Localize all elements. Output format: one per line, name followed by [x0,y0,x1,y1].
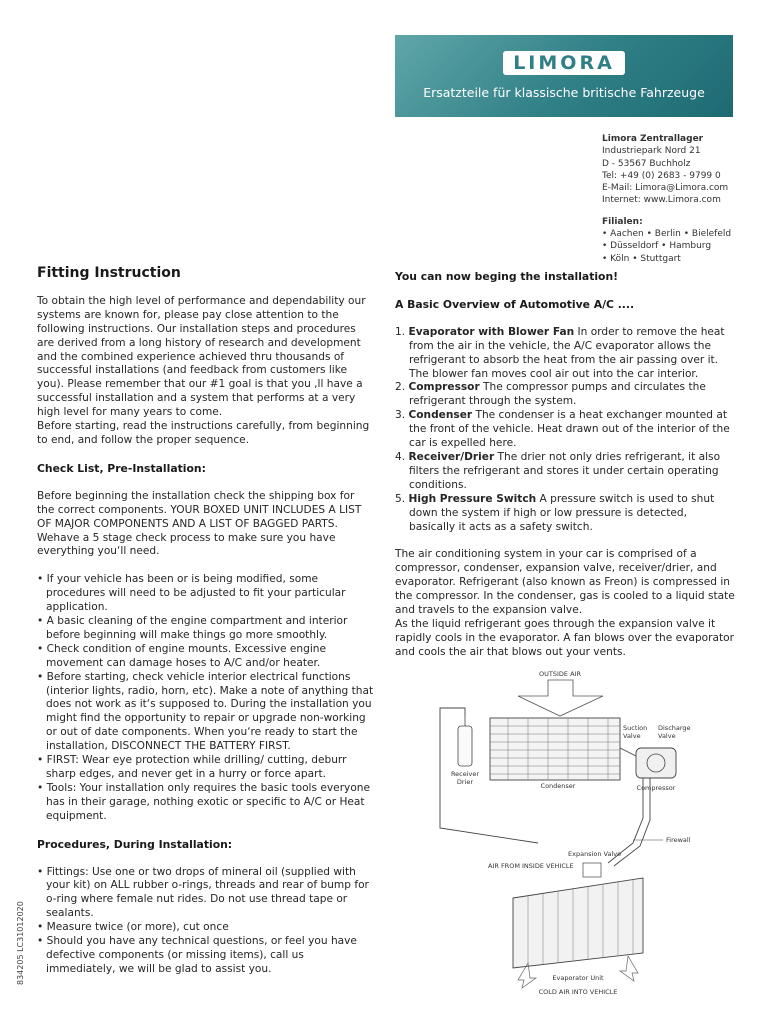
limora-logo [503,51,625,75]
checklist-item: • Tools: Your installation only requires the basic tools everyone has in their garage, nothing exotic or specific to A/C or Heat equipment. [37,781,371,822]
outside-air-arrow [518,680,603,716]
condenser-label: Condenser [540,782,576,790]
city: D - 53567 Buchholz [602,158,691,169]
overview-step [395,326,735,382]
procedure-item: • Fittings: Use one or two drops of mineral oil (supplied with your kit) on ALL rubber o-rings, threads and rear of bump for o-ring where female nut rides. Do not use thread tape or sealants. [37,865,369,920]
branches-line: • Köln • Stuttgart [602,253,681,264]
evaporator-unit [513,863,643,968]
email: E-Mail: Limora@Limora.com [602,183,729,194]
page-title: Fitting Instruction [37,265,181,281]
step-name: Condenser [408,409,473,422]
overview-step [395,451,735,493]
discharge-label: Discharge [658,724,691,732]
step-name: Receiver/Drier [408,450,495,463]
drier-label: Drier [456,778,474,786]
step-name: High Pressure Switch [408,492,537,505]
overview-step [395,409,735,451]
evaporator-label: Evaporator Unit [552,974,604,982]
expansion-valve-label: Expansion Valve [568,850,622,858]
left-column [37,267,375,991]
air-inside-label: AIR FROM INSIDE VEHICLE [488,862,574,870]
company-name: Limora Zentrallager [602,134,704,144]
compressor-label: Compressor [636,784,676,792]
cold-air-label: COLD AIR INTO VEHICLE [538,988,618,996]
branches-title: Filialen: [602,216,643,227]
step-text: The drier not only dries refrigerant, it also filters the refrigerant and stores it under certain operating conditions. [409,450,721,491]
step-text: The condenser is a heat exchanger mounted at the front of the vehicle. Heat drawn out of the interior of the car is expelled here. [409,409,730,450]
overview-steps [395,326,735,535]
checklist-item: • If your vehicle has been or is being modified, some procedures will need to be adjusted to fit your particular application. [37,573,346,614]
condenser [490,718,620,780]
system-paragraph-2: As the liquid refrigerant goes through the expansion valve it rapidly cools in the evaporator. A fan blows over the evaporator and cools the air that blows out your vents. [395,617,734,658]
checklist-intro: Before beginning the installation check the shipping box for the correct components. YOUR BOXED UNIT INCLUDES A LIST OF MAJOR COMPONENTS AND A LIST OF BAGGED PARTS. Wehave a 5 stage check process to make sure you have everything you‘ll need. [37,489,362,558]
discharge-valve-label: Valve [658,732,676,740]
tagline: Ersatzteile für klassische britische Fahrzeuge [423,85,705,100]
compressor [636,748,676,778]
procedure-item: • Should you have any technical questions, or feel you have defective components (or missing items), call us immediately, we will be glad to assist you. [37,935,357,975]
overview-step [395,381,735,409]
overview-step [395,493,735,535]
step-text: The compressor pumps and circulates the refrigerant through the system. [409,381,706,408]
checklist-item: • Check condition of engine mounts. Excessive engine movement can damage hoses to A/C and/or heater. [37,642,327,669]
address-block [602,133,762,265]
step-number: 3. [395,409,406,422]
logo-text: LIMORA [513,52,615,74]
checklist-item: • Before starting, check vehicle interior electrical functions (interior lights, radio, horn, etc). Make a note of anything that does not work as it‘s supposed to. During the installation you might find the opportunity to repair or upgrade non-working or out of date components. When you‘re ready to start the installation, DISCONNECT THE BATTERY FIRST. [37,670,374,753]
step-number: 4. [395,450,406,463]
branches-line: • Aachen • Berlin • Bielefeld [602,229,732,240]
checklist-item: • A basic cleaning of the engine compartment and interior before beginning will make things go more smoothly. [37,615,348,641]
header-banner [395,35,733,117]
checklist-heading: Check List, Pre-Installation: [37,461,206,475]
step-number: 1. [395,325,406,338]
outside-air-label: OUTSIDE AIR [539,670,581,678]
street: Industriepark Nord 21 [602,146,701,157]
intro-paragraph: To obtain the high level of performance and dependability our systems are known for, please pay close attention to the following instructions. Our installation steps and procedures are derived from a long history of research and development and the combined experience achieved thru thousands of successful installations (and feedback from customers like you). Please remember that our #1 goal is that you ,ll have a successful installation and a system that performs at a very high level for many years to come. [37,294,366,419]
telephone: Tel: +49 (0) 2683 - 9799 0 [602,170,721,181]
right-column [395,270,735,674]
suction-valve-label: Valve [623,732,641,740]
firewall-label: Firewall [666,836,691,844]
website: Internet: www.Limora.com [602,195,721,206]
step-name: Evaporator with Blower Fan [408,325,575,338]
ac-system-diagram [418,668,718,998]
receiver-label: Receiver [450,770,480,778]
procedure-item: • Measure twice (or more), cut once [37,921,229,934]
intro-paragraph-2: Before starting, read the instructions carefully, from beginning to end, and follow the proper sequence. [37,420,370,446]
step-number: 5. [395,492,406,505]
receiver-drier [458,716,472,766]
step-number: 2. [395,381,406,394]
system-paragraph: The air conditioning system in your car is comprised of a compressor, condenser, expansion valve, receiver/drier, and evaporator. Refrigerant (also known as Freon) is compressed in the compressor. In the condenser, gas is cooled to a liquid state and travels to the expansion valve. [395,548,735,617]
checklist-list [37,573,375,823]
suction-label: Suction [623,724,648,732]
procedures-heading: Procedures, During Installation: [37,837,233,851]
document-code: 834205 LC31012020 [16,901,25,985]
start-heading: You can now beging the installation! [395,270,619,283]
overview-heading: A Basic Overview of Automotive A/C .... [395,297,635,311]
procedures-list [37,866,375,977]
step-text: A pressure switch is used to shut down the system if high or low pressure is detected, basically it acts as a safety switch. [409,492,715,533]
step-name: Compressor [408,381,480,394]
branches-line: • Düsseldorf • Hamburg [602,241,712,252]
step-text: In order to remove the heat from the air in the vehicle, the A/C evaporator allows the refrigerant to absorb the heat from the air passing over it. The blower fan moves cool air out into the car interior. [409,325,725,380]
checklist-item: • FIRST: Wear eye protection while drilling/ cutting, deburr sharp edges, and never get in a hurry or force apart. [37,754,347,780]
